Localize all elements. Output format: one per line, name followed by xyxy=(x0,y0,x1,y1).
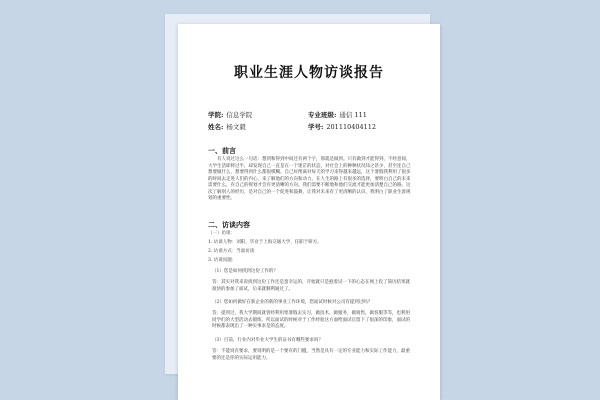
student-id-field xyxy=(308,122,376,131)
student-id-value: 201110404112 xyxy=(326,123,377,131)
document-page xyxy=(178,24,440,400)
preface-paragraph: 有人说过这么一句话：想到和得到中间还有两个字，那就是做到。只有做到才能得到，不经意间，大学生活即将过半，却发现自己一直是在一个迷茫的状态，对社会上的种种状况知之甚少，甚至连自己想要做什么，想要得到什么都很模糊。自己好像离对每天的学习来得越来越远，这个暑假我利用了很多的时间去走进人们的内心，来了解他们的方向和动力。在人生的路上有很多的选择，要明白自己的未来需要什么，有自己的规划才会有更清晰的方向。我们需要不断地和他们交流才能更加清楚自己的路。这次了解别人的经历，是对自己的一个促进和鼓舞，让我对未来有了更清晰的认识，我明白了职业生涯规划的重要性。 xyxy=(208,157,411,201)
interview-item-method: 2. 访谈方式：当面访谈 xyxy=(208,249,255,254)
college-label: 学院: xyxy=(208,111,224,119)
page-title: 职业生涯人物访谈报告 xyxy=(234,65,384,81)
interview-item-questions: 3. 访谈问题： xyxy=(208,258,237,263)
answer-1: 答：其实对我来说找到这份工作还是蛮幸运的，开始就只是抱着试一下的心态在网上投了简历结果就很快的参加了面试，后来就顺利通过了。 xyxy=(212,280,410,292)
major-value: 通信 111 xyxy=(339,111,367,119)
question-2: （2）您如何做好在新企业的新的事业工作环境，您面试时候对公司有提到过吗？ xyxy=(212,300,373,305)
college-value: 信息学院 xyxy=(226,111,253,119)
name-value: 杨文毅 xyxy=(226,123,246,131)
answer-2: 答：提到过，我大学期间就曾经利用寒暑假去实习，做技术，做服务，做销售，做客服等等，也利用同学们的大型活动去锻炼，所以面试的时候对于工作经验这方面给面试官留下了很深的印象，面试的时候都表现出了一种实事求是的态度。 xyxy=(212,311,410,329)
question-3: （3）目前，行业内对毕业大学生的证书有哪些要求吗？ xyxy=(212,338,323,343)
section-interview-heading: 二、访谈内容 xyxy=(208,220,250,229)
student-id-label: 学号: xyxy=(308,123,324,131)
major-label: 专业班级: xyxy=(308,111,337,119)
name-field xyxy=(208,122,246,131)
answer-3: 答：不能说有要求，要说明的是一个要有的门槛，当然是具有一定的专业能力和实际工作能力，最重要的还是你的实际运用能力。 xyxy=(212,349,410,361)
interview-item-person: 1. 访谈人物：刘阳，毕业于上海交通大学，任职于研方。 xyxy=(208,240,322,245)
college-field xyxy=(208,110,252,119)
major-field xyxy=(308,110,367,119)
question-1: （1）您是如何找到这份工作的？ xyxy=(212,269,278,274)
section-preface-heading: 一、前言 xyxy=(208,146,236,155)
name-label: 姓名: xyxy=(208,123,224,131)
interview-subheading: （一）访谈： xyxy=(208,231,235,236)
